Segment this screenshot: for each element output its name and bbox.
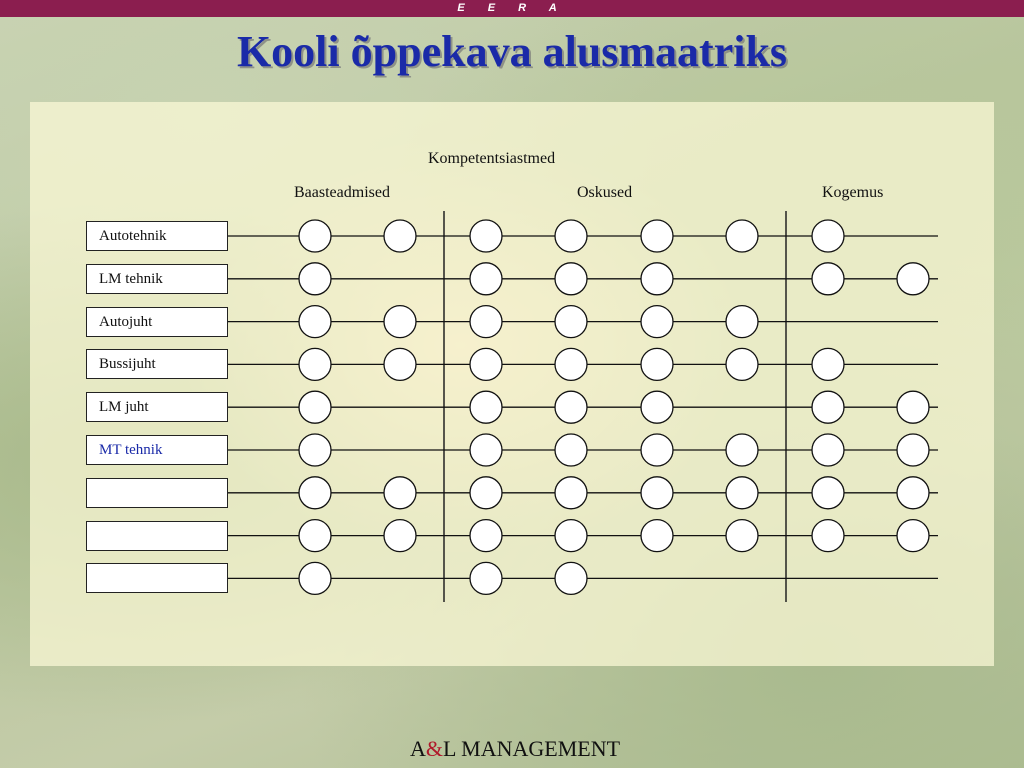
competence-circle: [470, 477, 502, 509]
competence-circle: [555, 220, 587, 252]
competence-circle: [299, 477, 331, 509]
footer-brand-suffix: L MANAGEMENT: [443, 736, 621, 761]
competence-circle: [897, 477, 929, 509]
competence-circle: [384, 477, 416, 509]
competence-circle: [812, 434, 844, 466]
row-label: LM juht: [99, 399, 149, 416]
competence-circle: [726, 220, 758, 252]
row-label-box: [86, 307, 228, 337]
competence-circle: [555, 348, 587, 380]
competence-circle: [555, 263, 587, 295]
group-header-basic: Baasteadmised: [294, 184, 390, 201]
competence-circle: [641, 391, 673, 423]
competence-circle: [555, 434, 587, 466]
competence-circle: [726, 306, 758, 338]
footer-logo: [410, 736, 630, 762]
row-label-box: [86, 349, 228, 379]
competence-circle: [299, 263, 331, 295]
competence-circle: [641, 477, 673, 509]
competence-circle: [812, 220, 844, 252]
competence-circle: [555, 477, 587, 509]
competence-circle: [470, 434, 502, 466]
row-label: Autotehnik: [99, 228, 167, 244]
competence-circle: [555, 306, 587, 338]
competence-circle: [299, 348, 331, 380]
competence-circle: [384, 348, 416, 380]
competence-circle: [470, 306, 502, 338]
competence-circle: [641, 306, 673, 338]
row-label-box: [86, 264, 228, 294]
competence-circle: [470, 263, 502, 295]
row-label-box: [86, 521, 228, 551]
competence-circle: [384, 306, 416, 338]
group-header-skills: Oskused: [577, 184, 633, 201]
competence-circle: [299, 306, 331, 338]
row-label-box: [86, 435, 228, 465]
row-label: MT tehnik: [99, 442, 163, 458]
row-label: Autojuht: [99, 313, 153, 330]
row-label-box: [86, 478, 228, 508]
competence-circle: [470, 520, 502, 552]
competence-circle: [812, 520, 844, 552]
competence-circle: [641, 263, 673, 295]
competence-circle: [299, 220, 331, 252]
competence-circle: [384, 520, 416, 552]
competence-circle: [641, 520, 673, 552]
competence-circle: [812, 263, 844, 295]
competence-circle: [812, 348, 844, 380]
page-title: Kooli õppekava alusmaatriks: [236, 27, 788, 76]
competence-circle: [299, 434, 331, 466]
row-label-box: [86, 221, 228, 251]
row-label-box: [86, 563, 228, 593]
competence-circle: [897, 391, 929, 423]
brand-text: E E R A: [457, 2, 567, 14]
competence-circle: [897, 434, 929, 466]
competence-circle: [726, 434, 758, 466]
competence-circle: [299, 562, 331, 594]
competence-circle: [555, 391, 587, 423]
row-label-box: [86, 392, 228, 422]
competence-circle: [897, 263, 929, 295]
competence-circle: [726, 477, 758, 509]
competence-circle: [897, 520, 929, 552]
competence-circle: [555, 562, 587, 594]
competence-circle: [812, 391, 844, 423]
competence-circle: [641, 220, 673, 252]
footer-brand-amp: &: [425, 736, 444, 761]
competence-levels-header: Kompetentsiastmed: [428, 150, 556, 167]
competence-circle: [641, 434, 673, 466]
competence-circle: [470, 220, 502, 252]
competence-circle: [641, 348, 673, 380]
competence-circle: [812, 477, 844, 509]
group-header-experience: Kogemus: [822, 184, 884, 201]
competence-circle: [470, 348, 502, 380]
competence-circle: [726, 348, 758, 380]
row-label: LM tehnik: [99, 270, 163, 287]
competence-circle: [384, 220, 416, 252]
footer-brand-prefix: A: [410, 736, 426, 761]
competence-circle: [555, 520, 587, 552]
competence-circle: [470, 391, 502, 423]
competence-circle: [299, 391, 331, 423]
competence-circle: [726, 520, 758, 552]
row-label: Bussijuht: [99, 356, 156, 373]
competence-circle: [470, 562, 502, 594]
competence-circle: [299, 520, 331, 552]
